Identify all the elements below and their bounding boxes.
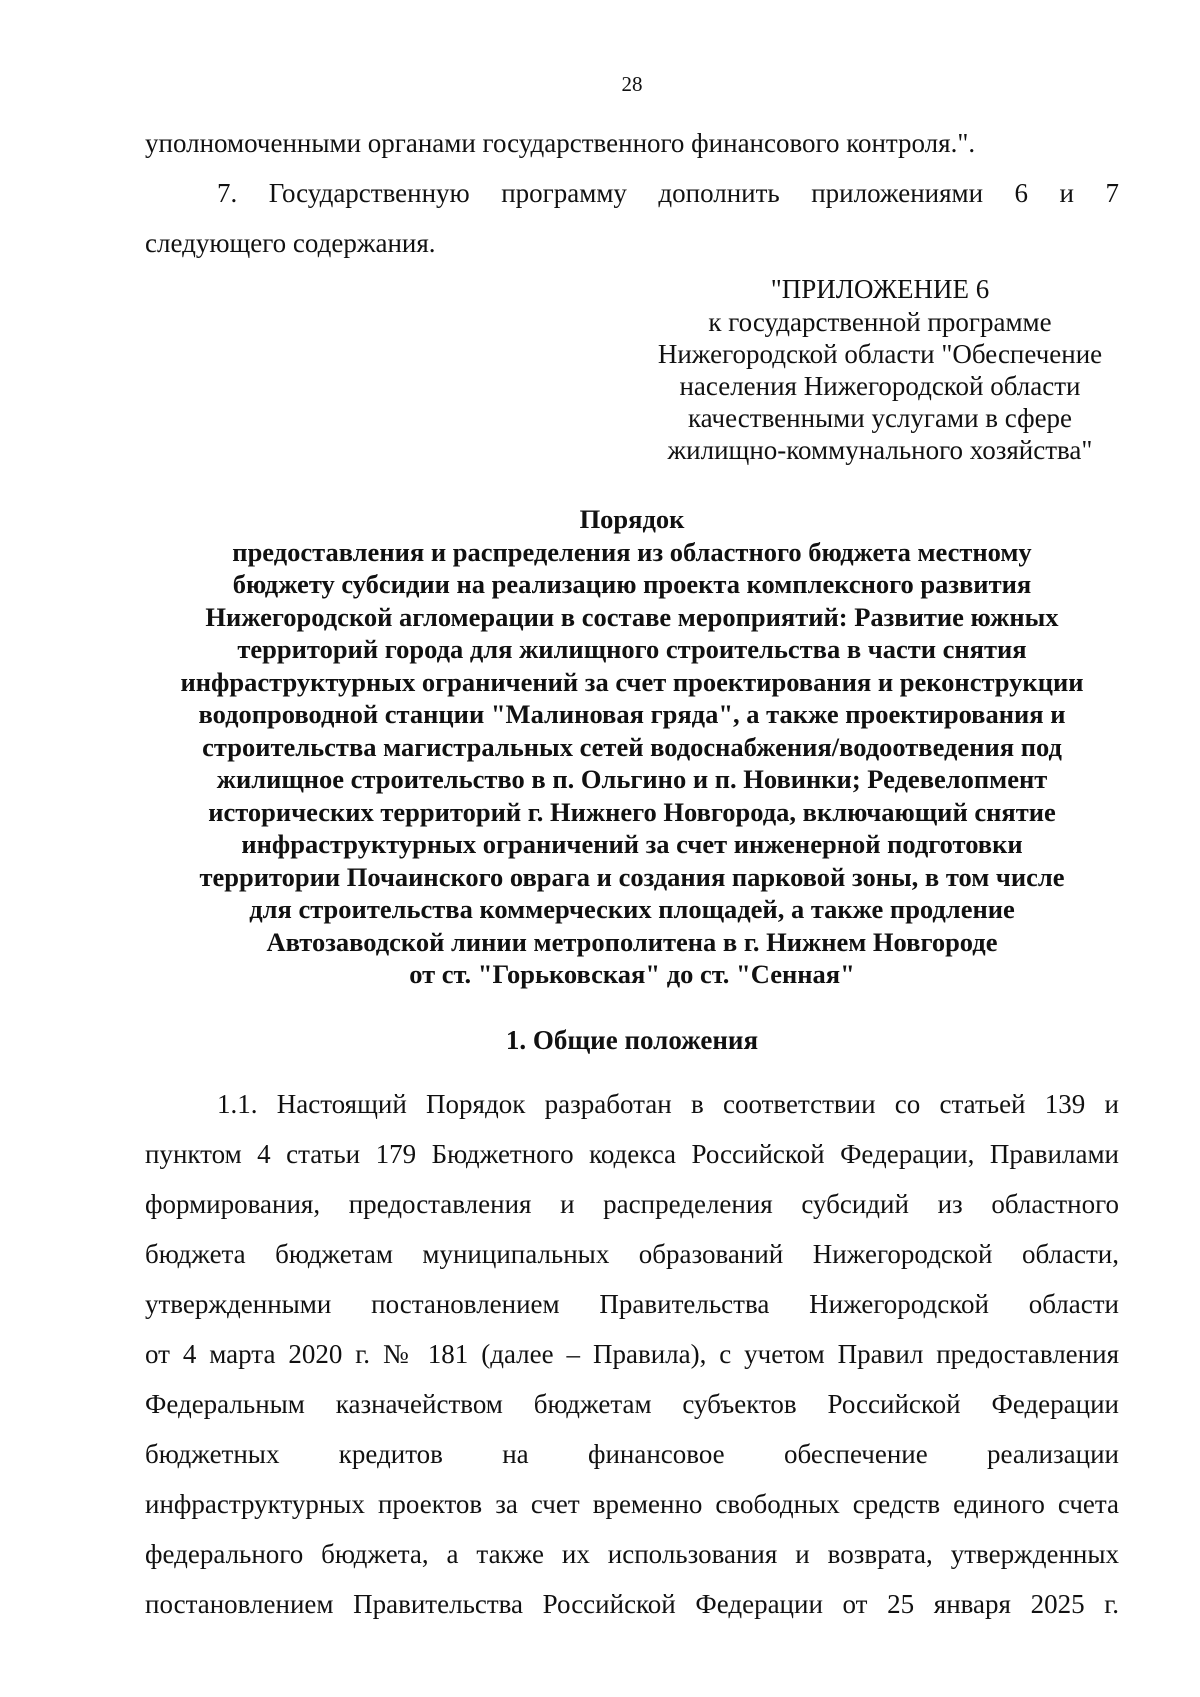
body-line: бюджета бюджетам муниципальных образований Нижегородской области,: [145, 1239, 1119, 1269]
body-line: от 4 марта 2020 г. № 181 (далее – Правила), с учетом Правил предоставления: [145, 1339, 1119, 1369]
appendix-line: Нижегородской области "Обеспечение: [657, 339, 1103, 369]
heading-line: строительства магистральных сетей водоснабжения/водоотведения под: [202, 731, 1062, 762]
intro-line: 7. Государственную программу дополнить приложениями 6 и 7: [217, 178, 1119, 208]
body-line: постановлением Правительства Российской Федерации от 25 января 2025 г.: [145, 1589, 1119, 1619]
body-line: пунктом 4 статьи 179 Бюджетного кодекса Российской Федерации, Правилами: [145, 1139, 1119, 1169]
body-line: инфраструктурных проектов за счет временно свободных средств единого счета: [145, 1489, 1119, 1519]
intro-line: уполномоченными органами государственного финансового контроля.".: [145, 128, 976, 158]
heading-line: для строительства коммерческих площадей, а также продление: [249, 894, 1015, 924]
body-line: федерального бюджета, а также их использования и возврата, утвержденных: [145, 1539, 1119, 1569]
heading-line: Автозаводской линии метрополитена в г. Нижнем Новгороде: [266, 926, 998, 957]
heading-line: инфраструктурных ограничений за счет инженерной подготовки: [241, 829, 1023, 859]
intro-line: следующего содержания.: [145, 228, 436, 258]
appendix-line: качественными услугами в сфере: [687, 403, 1073, 433]
heading-line: исторических территорий г. Нижнего Новгорода, включающий снятие: [208, 796, 1056, 827]
appendix-line: населения Нижегородской области: [679, 371, 1081, 401]
heading-line: от ст. "Горьковская" до ст. "Сенная": [409, 959, 855, 989]
heading-line: территорий города для жилищного строительства в части снятия: [237, 634, 1027, 664]
appendix-line: жилищно-коммунального хозяйства": [667, 435, 1093, 465]
heading-line: Нижегородской агломерации в составе мероприятий: Развитие южных: [205, 601, 1059, 632]
heading-line: инфраструктурных ограничений за счет проектирования и реконструкции: [180, 666, 1084, 697]
document-heading: [120, 503, 1144, 991]
appendix-block: [620, 272, 1140, 466]
intro-text: [145, 118, 1119, 268]
heading-title: Порядок: [579, 504, 685, 534]
body-line: формирования, предоставления и распределения субсидий из областного: [145, 1189, 1119, 1219]
appendix-line: к государственной программе: [708, 307, 1052, 337]
page-number: 28: [621, 72, 643, 96]
body-line: утвержденными постановлением Правительства Нижегородской области: [145, 1289, 1119, 1319]
body-line: Федеральным казначейством бюджетам субъектов Российской Федерации: [145, 1389, 1119, 1419]
heading-line: предоставления и распределения из областного бюджета местному: [232, 536, 1032, 567]
body-line: 1.1. Настоящий Порядок разработан в соответствии со статьей 139 и: [217, 1089, 1119, 1119]
heading-line: территории Почаинского оврага и создания парковой зоны, в том числе: [199, 861, 1065, 892]
heading-line: жилищное строительство в п. Ольгино и п. Новинки; Редевелопмент: [216, 764, 1048, 794]
body-line: бюджетных кредитов на финансовое обеспечение реализации: [145, 1439, 1119, 1469]
section-body: [145, 1079, 1119, 1629]
heading-line: водопроводной станции "Малиновая гряда", а также проектирования и: [198, 699, 1066, 729]
section-title: 1. Общие положения: [505, 1025, 759, 1055]
heading-line: бюджету субсидии на реализацию проекта комплексного развития: [232, 569, 1032, 599]
appendix-title: "ПРИЛОЖЕНИЕ 6: [770, 274, 990, 304]
